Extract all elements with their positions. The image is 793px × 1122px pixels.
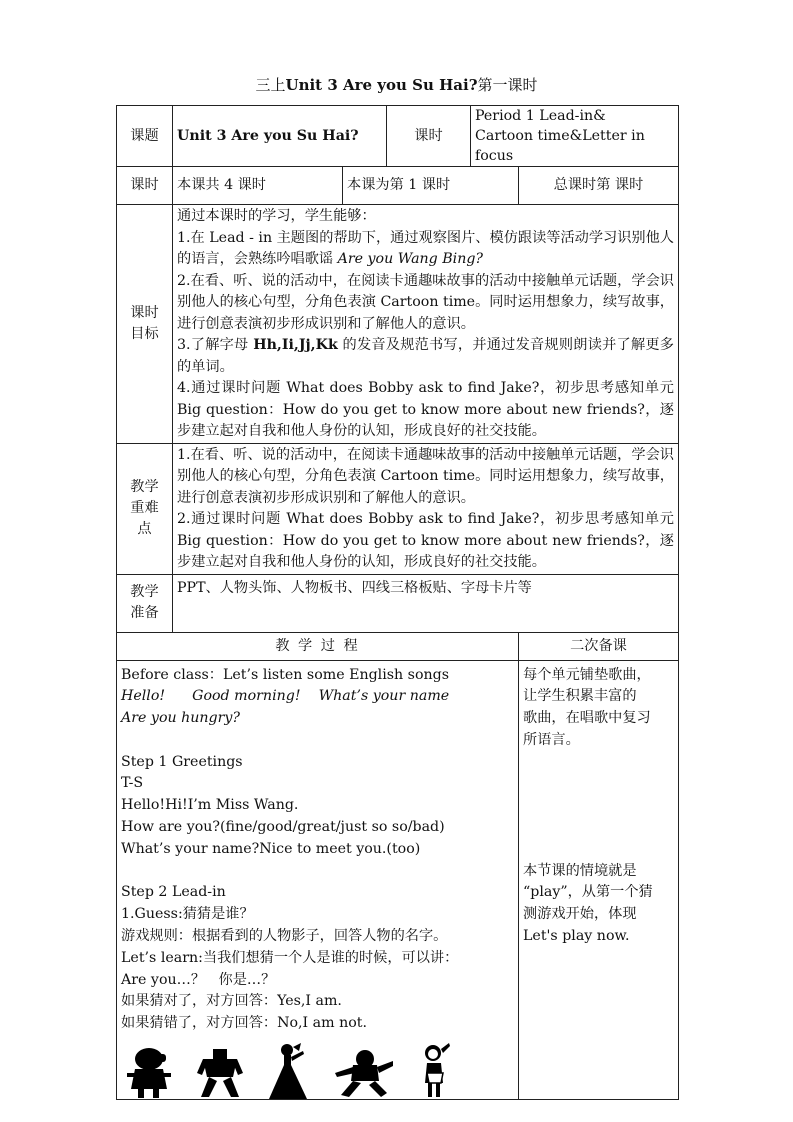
silhouette-row bbox=[121, 1035, 514, 1099]
objective-item-3 bbox=[177, 335, 674, 378]
process-row bbox=[117, 660, 679, 1100]
step2-line-4: Are you…？ 你是…？ bbox=[121, 971, 276, 988]
blank-line bbox=[121, 730, 514, 752]
key-points-label-line1: 教学 bbox=[130, 479, 159, 495]
objective-item-1 bbox=[177, 228, 674, 271]
topic-row bbox=[117, 106, 679, 167]
hours-label: 课时 bbox=[117, 167, 173, 205]
objectives-label-line2: 目标 bbox=[130, 325, 159, 342]
preparation-value: PPT、人物头饰、人物板书、四线三格板贴、字母卡片等 bbox=[173, 574, 679, 632]
robot-silhouette-icon bbox=[197, 1047, 243, 1099]
step2-line-2: 游戏规则：根据看到的人物影子，回答人物的名字。 bbox=[121, 928, 448, 945]
note2-line-3: 测游戏开始，体现 bbox=[523, 906, 637, 923]
step2-line-3: Let’s learn:当我们想猜一个人是谁的时候，可以讲： bbox=[121, 949, 459, 966]
princess-silhouette-icon bbox=[269, 1043, 309, 1099]
page-title bbox=[0, 74, 793, 96]
step1-line-4: What’s your name?Nice to meet you.(too) bbox=[121, 840, 421, 857]
hours-overall: 总课时第 课时 bbox=[519, 167, 679, 205]
key-points-label-line3: 点 bbox=[137, 521, 152, 537]
process-header-left: 教 学 过 程 bbox=[117, 632, 519, 660]
note2-line-1: 本节课的情境就是 bbox=[523, 862, 637, 879]
period-value-line1: Period 1 Lead-in& bbox=[475, 108, 606, 124]
note1-line-2: 让学生积累丰富的 bbox=[523, 688, 637, 705]
objectives-row bbox=[117, 205, 679, 444]
preparation-label-line1: 教学 bbox=[130, 584, 159, 600]
preparation-label bbox=[117, 574, 173, 632]
blank-line bbox=[121, 861, 514, 883]
step2-line-6: 如果猜错了，对方回答：No,I am not. bbox=[121, 1015, 367, 1032]
key-points-label-line2: 重难 bbox=[130, 500, 159, 516]
objective-item-1-song: Are you Wang Bing? bbox=[337, 251, 484, 267]
step1-title: Step 1 Greetings bbox=[121, 753, 243, 770]
note1-line-1: 每个单元铺垫歌曲， bbox=[523, 666, 651, 683]
title-suffix: 第一课时 bbox=[477, 76, 538, 94]
objectives-content bbox=[173, 205, 679, 444]
hours-row bbox=[117, 167, 679, 205]
objectives-label bbox=[117, 205, 173, 444]
preparation-row bbox=[117, 574, 679, 632]
note1-line-3: 歌曲，在唱歌中复习 bbox=[523, 710, 651, 727]
step2-line-1: 1.Guess:猜猜是谁？ bbox=[121, 906, 254, 923]
period-value-line2: Cartoon time&Letter in focus bbox=[475, 128, 645, 164]
objective-item-4: 4.通过课时问题 What does Bobby ask to find Jake?，初步思考感知单元 Big question：How do you get to know more about new friends?，逐步建立起对自我和他人身份的认知，形成良好的社交技能。 bbox=[177, 380, 674, 439]
hours-current: 本课为第 1 课时 bbox=[343, 167, 519, 205]
key-point-item-1: 1.在看、听、说的活动中，在阅读卡通趣味故事的活动中接触单元话题，学会识别他人的核心句型，分角色表演 Cartoon time。同时运用想象力，续写故事，进行创意表演初步形成识别和了解他人的意识。 bbox=[177, 446, 674, 506]
girl-silhouette-icon bbox=[419, 1043, 451, 1099]
key-points-label bbox=[117, 443, 173, 574]
title-prefix: 三上 bbox=[255, 76, 286, 94]
objectives-label-line1: 课时 bbox=[130, 304, 159, 321]
objectives-intro: 通过本课时的学习，学生能够： bbox=[177, 208, 376, 224]
key-point-item-2: 2.通过课时问题 What does Bobby ask to find Jake?，初步思考感知单元 Big question：How do you get to know more about new friends?，逐步建立起对自我和他人身份的认知，形成良好的社交技能。 bbox=[177, 511, 674, 570]
period-label: 课时 bbox=[387, 106, 471, 167]
step1-line-3: How are you?(fine/good/great/just so so/bad) bbox=[121, 819, 445, 836]
objective-item-3-suffix: 的发音及规范书写，并通过发音规则朗读并了解更多的单词。 bbox=[177, 337, 674, 375]
note2-line-2: “play”，从第一个猜 bbox=[523, 884, 653, 901]
key-points-content bbox=[173, 443, 679, 574]
step1-line-2: Hello!Hi!I’m Miss Wang. bbox=[121, 797, 299, 814]
objective-item-1-text: 1.在 Lead - in 主题图的帮助下，通过观察图片、模仿跟读等活动学习识别他人的语言，会熟练吟唱歌谣 bbox=[177, 229, 674, 267]
process-header-right: 二次备课 bbox=[519, 632, 679, 660]
note1-line-4: 所语言。 bbox=[523, 731, 580, 748]
topic-value: Unit 3 Are you Su Hai? bbox=[173, 106, 387, 167]
step2-line-5: 如果猜对了，对方回答：Yes,I am. bbox=[121, 993, 342, 1010]
songs-line-1: Hello! Good morning! What’s your name bbox=[121, 688, 450, 705]
key-points-row bbox=[117, 443, 679, 574]
pig-silhouette-icon bbox=[127, 1045, 171, 1099]
preparation-label-line2: 准备 bbox=[130, 605, 159, 621]
notes-content bbox=[519, 660, 679, 1100]
title-main: Unit 3 Are you Su Hai? bbox=[285, 76, 478, 94]
objective-item-2: 2.在看、听、说的活动中，在阅读卡通趣味故事的活动中接触单元话题，学会识别他人的核心句型，分角色表演 Cartoon time。同时运用想象力，续写故事，进行创意表演初步形成识别和了解他人的意识。 bbox=[177, 272, 674, 332]
notes-spacer bbox=[523, 752, 674, 861]
before-class: Before class：Let’s listen some English songs bbox=[121, 666, 449, 683]
step1-line-1: T-S bbox=[121, 775, 144, 792]
songs-line-2: Are you hungry? bbox=[121, 710, 241, 727]
ninja-silhouette-icon bbox=[335, 1049, 393, 1099]
note2-line-4: Let's play now. bbox=[523, 928, 630, 945]
step2-title: Step 2 Lead-in bbox=[121, 884, 226, 901]
topic-label: 课题 bbox=[117, 106, 173, 167]
objective-item-3-letters: Hh,Ii,Jj,Kk bbox=[253, 337, 338, 353]
period-value bbox=[471, 106, 679, 167]
lesson-plan-table bbox=[116, 105, 679, 1100]
objective-item-3-prefix: 3.了解字母 bbox=[177, 337, 254, 353]
process-content bbox=[117, 660, 519, 1100]
process-header-row bbox=[117, 632, 679, 660]
hours-total: 本课共 4 课时 bbox=[173, 167, 343, 205]
